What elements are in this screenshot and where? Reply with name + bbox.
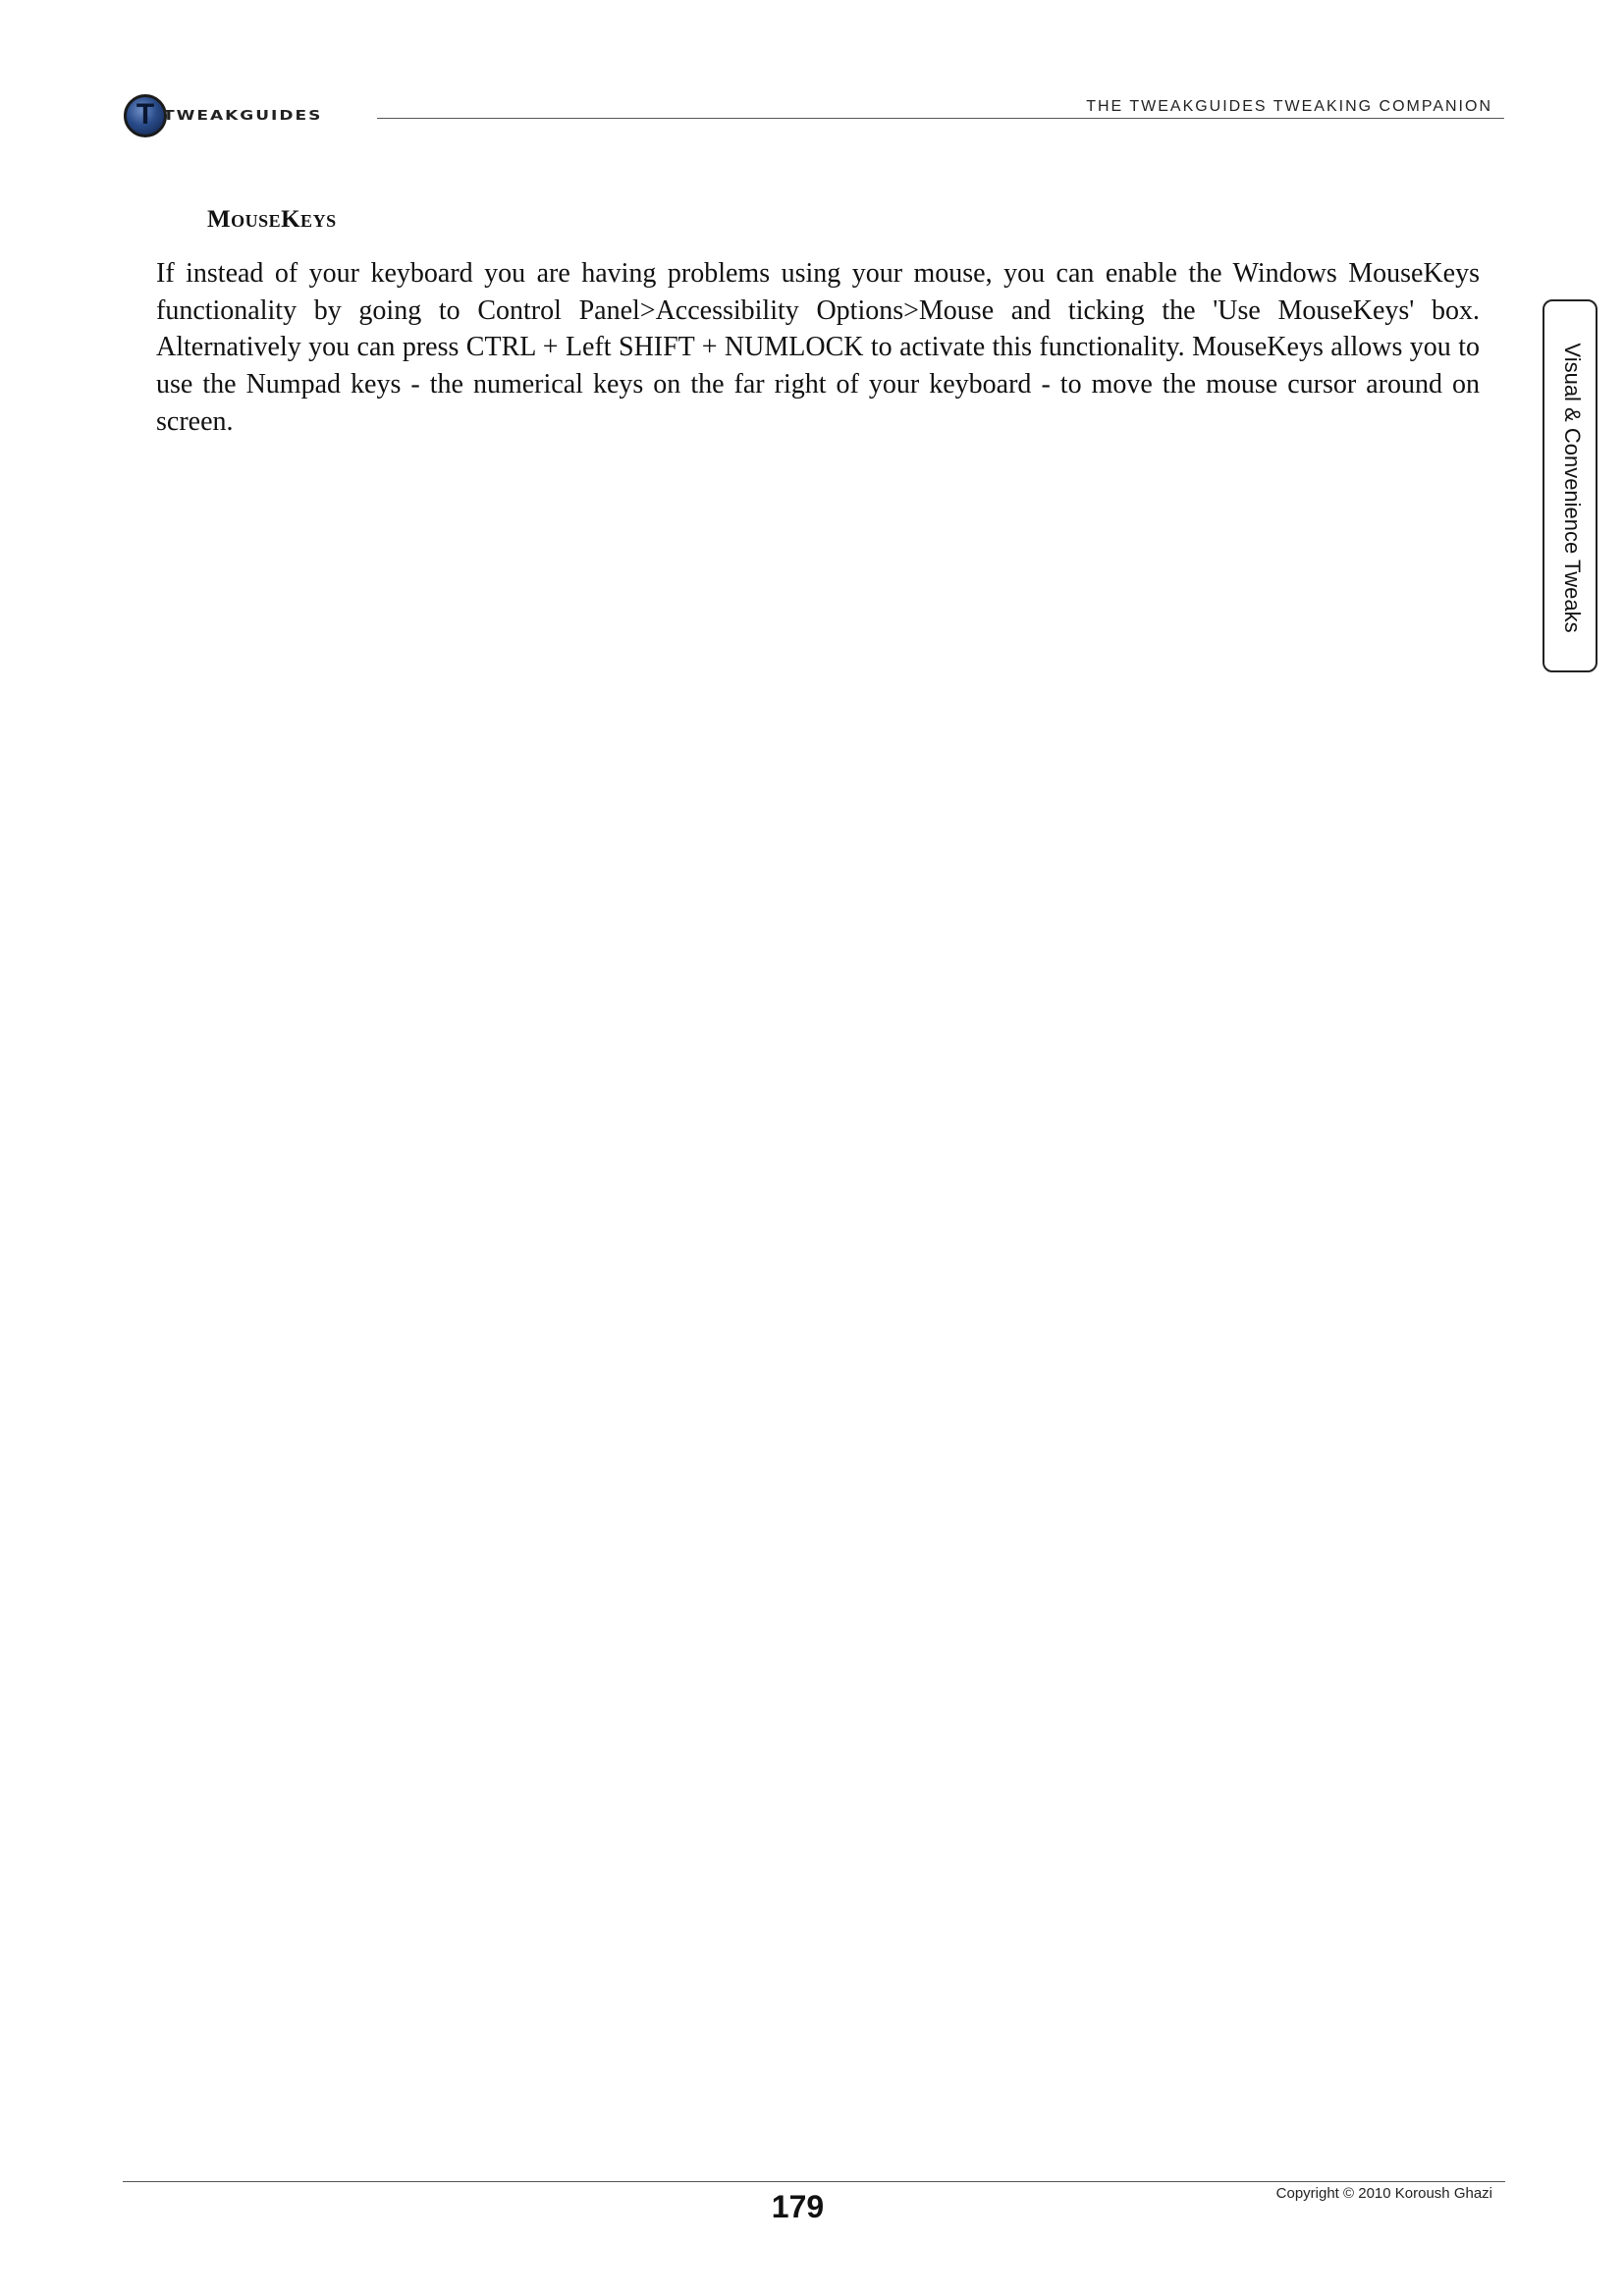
- footer-divider: [123, 2181, 1505, 2182]
- page-number: 179: [771, 2189, 825, 2224]
- copyright-notice: Copyright © 2010 Koroush Ghazi: [1275, 2185, 1492, 2202]
- logo-wordmark: TWEAKGUIDES: [163, 108, 323, 124]
- section-side-tab: [1543, 299, 1597, 672]
- tweakguides-logo: [124, 94, 379, 143]
- main-content: [156, 206, 1480, 441]
- body-paragraph: If instead of your keyboard you are having problems using your mouse, you can enable the Windows MouseKeys functionality by going to Control Panel>Accessibility Options>Mouse and ticking the 'Use MouseKeys' box. Alternatively you can press CTRL + Left SHIFT + NUMLOCK to activate this functionality. MouseKeys allows you to use the Numpad keys - the numerical keys on the far right of your keyboard - to move the mouse cursor around on screen.: [156, 258, 1480, 437]
- header-title: THE TWEAKGUIDES TWEAKING COMPANION: [1086, 98, 1492, 115]
- header-divider: [377, 118, 1504, 119]
- logo-mark: T: [135, 98, 155, 131]
- section-side-tab-label: Visual & Convenience Tweaks: [1560, 343, 1585, 633]
- page-header: [0, 0, 1624, 157]
- section-heading: MouseKeys: [207, 206, 337, 233]
